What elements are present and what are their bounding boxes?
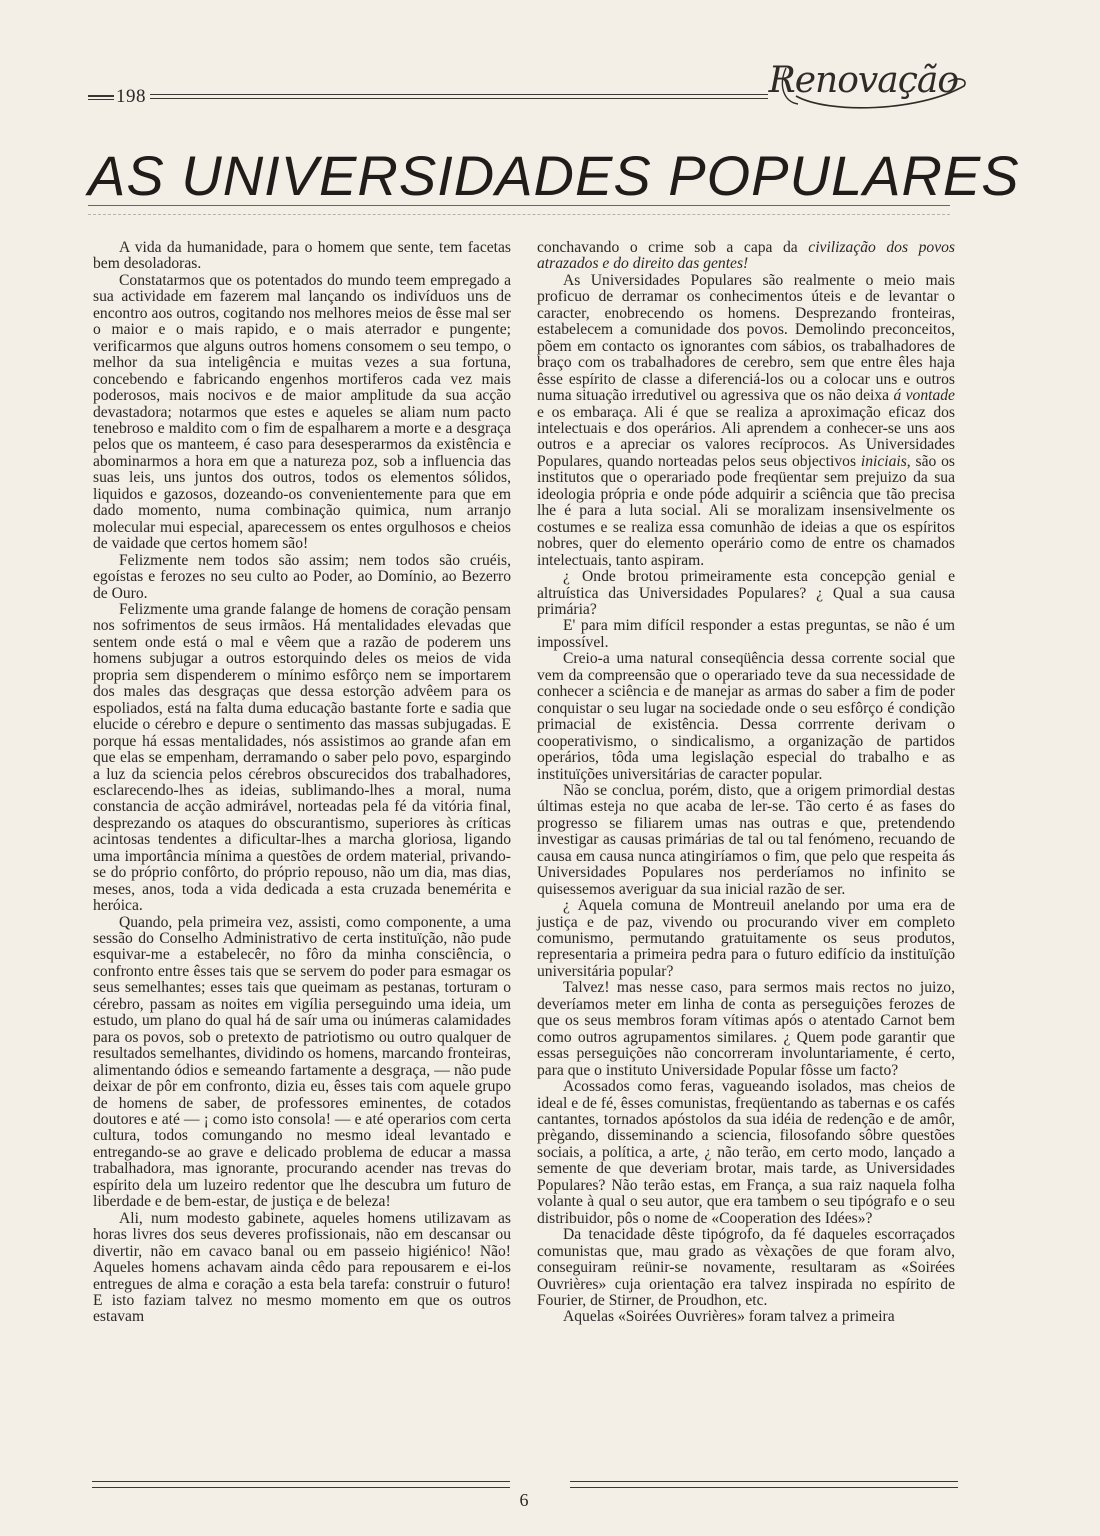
paragraph: ¿ Onde brotou primeiramente esta concepção genial e altruística das Universidades Populares? ¿ Qual a sua causa primária? (537, 568, 955, 618)
paragraph: A vida da humanidade, para o homem que sente, tem facetas bem desoladoras. (93, 239, 511, 273)
paragraph: Ali, num modesto gabinete, aqueles homens utilizavam as horas livres dos seus deveres profissionais, não em descansar ou divertir, não em cavaco banal ou em passeio higiénico! Não! Aqueles homens achavam ainda cêdo para repousarem e ei-los entregues de alma e coração a esta bela tarefa: construir o futuro! E isto faziam talvez no mesmo momento em que os outros estavam (93, 1209, 511, 1326)
sheet-number: 6 (519, 1490, 529, 1510)
paragraph (537, 273, 955, 569)
italic-run: iniciais (860, 452, 907, 470)
paragraph: Talvez! mas nesse caso, para sermos mais rectos no juizo, deveríamos meter em linha de conta as perseguições ferozes de que os seus membros foram vítimas após o atentado Carnot bem como outros agrupamentos similares. ¿ Quem pode garantir que essas perseguições não concorreram involuntariamente, é certo, para que o instituto Universidade Popular fôsse um facto? (537, 979, 955, 1079)
left-column (93, 240, 511, 1326)
text-run: e os embaraça. Ali é que se realiza a aproximação eficaz dos intelectuais e dos operários. Ali aprendem a conhecer-se uns aos outros e a apreciar os valores recíprocos. As Universidades Populares, quando norteadas pelos seus objectivos (537, 403, 955, 470)
paragraph: Quando, pela primeira vez, assisti, como componente, a uma sessão do Conselho Administrativo de certa instituïção, não pude esquivar-me a estabelecêr, no fôro da minha consciência, o confronto entre êsses tais que se servem do poder para esmagar os seus semelhantes; esses tais que queimam as pestanas, torturam o cérebro, passam as noites em vigília perseguindo uma ideia, um estudo, um plano do qual há de saír uma ou inúmeras calamidades para os povos, sob o pretexto de patriotismo ou outro qualquer de resultados semelhantes, dividindo os homens, marcando fronteiras, alimentando ódios e semeando fartamente a desgraça, — não pude deixar de pôr em confronto, dizia eu, êsses tais com aquele grupo de homens de saber, de professores eminentes, de cotados doutores e até — ¡ como isto consola! — e até operarios com certa cultura, todos comungando no mesmo ideal levantado e entregando-se ao grave e delicado problema de educar a massa trabalhadora, mas ignorante, procurando acender nas trevas do espírito dela um luzeiro redentor que lhe descubra um futuro de liberdade e de bem-estar, de justiça e de beleza! (93, 913, 511, 1211)
article-title: AS UNIVERSIDADES POPULARES (88, 144, 1020, 207)
text-run: conchavando o crime sob a capa da (537, 239, 809, 256)
paragraph: Acossados como feras, vagueando isolados, mas cheios de ideal e de fé, êsses comunistas, freqüentando as tabernas e os cafés cantantes, tornados apóstolos da sua idéia de redenção e de amôr, prègando, disseminando a sciencia, filosofando sôbre questões sociais, a política, a arte, ¿ não terão, em certo modo, lançado a semente de que deveriam brotar, mais tarde, as Universidades Populares? Não terão estas, em França, a sua raiz naquela folha volante à qual o seu autor, que era tambem o seu tipógrafo e o seu distribuidor, pôs o nome de «Cooperation des Idées»? (537, 1078, 955, 1227)
italic-run: á vontade (893, 387, 955, 405)
title-rule-faint (88, 214, 950, 215)
paragraph-continued (537, 240, 955, 273)
right-column (537, 240, 955, 1326)
header-dash (88, 95, 114, 100)
footer-rule-left (92, 1481, 510, 1488)
paragraph: Da tenacidade dêste tipógrofo, da fé daqueles escorraçados comunistas que, mau grado as vèxações de que foram alvo, conseguiram reünir-se novamente, resultaram as «Soirées Ouvrières» cuja orientação era talvez inspirada no espírito de Fourier, de Stirner, de Proudhon, etc. (537, 1226, 955, 1309)
paragraph: Constatarmos que os potentados do mundo teem empregado a sua actividade em fazerem mal lançando os indivíduos uns de encontro aos outros, cogitando nos melhores meios de êsse mal ser o maior e o mais rapido, e o mais aterrador e pungente; verificarmos que alguns outros homens consomem o seu tempo, o melhor da sua inteligência e muitas vezes a sua fortuna, concebendo e fabricando engenhos mortiferos cada vez mais poderosos, mais nocivos e de maior amplitude da sua acção devastadora; notarmos que estes e aqueles se aliam num pacto tenebroso e maldito com o fim de espalharem a morte e a desgraça pelos que os manteem, é caso para desesperarmos da existência e abominarmos a hora em que a natureza poz, sob a influencia das suas leis, uns juntos dos outros, todos os elementos sólidos, liquidos e gazosos, dozeando-os convenientemente para que em dado momento, numa combinação quimica, num arranjo molecular mui especial, aparecessem os entes orgulhosos e cheios de vaidade que certos homem são! (93, 271, 511, 553)
page-header (88, 56, 968, 116)
paragraph: Creio-a uma natural conseqüência dessa corrente social que vem da compreensão que o operariado teve da sua necessidade de conhecer a sciência e de manejar as armas do saber a fim de poder conquistar o seu lugar na sociedade onde o seu esfôrço é condição primacial de existência. Dessa corrrente derivam o cooperativismo, o sindicalismo, a organização de partidos operários, tôda uma legislação especial do trabalho e as instituïções universitárias de caracter popular. (537, 650, 955, 783)
paragraph: ¿ Aquela comuna de Montreuil anelando por uma era de justiça e de paz, vivendo ou procurando viver em completo comunismo, permutando gratuitamente os seus produtos, representaria a primeira pedra para o futuro edifício da instituïção universitária popular? (537, 897, 955, 980)
text-run: , são os institutos que o operariado pode freqüentar sem prejuizo da sua ideologia própria e onde póde adquirir a sciência que tão precisa lhe é para a luta social. Ali se moralizam insensivelmente os costumes e se realiza essa comunhão de ideias a que os espíritos nobres, quer do elemento operário como de entre os chamados intelectuais, tanto aspiram. (537, 452, 955, 569)
paragraph: Não se conclua, porém, disto, que a origem primordial destas últimas esteja no que acaba de ler-se. Tão certo é as fases do progresso se filiarem umas nas outras e que, pretendendo investigar as causas primárias de tal ou tal fenómeno, recuando de causa em causa nunca atingiríamos o fim, que pelo que respeita ás Universidades Populares nos perderíamos no infinito se quisessemos averiguar da sua inicial razão de ser. (537, 781, 955, 898)
page-number: 198 (116, 86, 146, 107)
title-rule (88, 205, 950, 206)
paragraph: Aquelas «Soirées Ouvrières» foram talvez a primeira (563, 1308, 895, 1326)
journal-logo (768, 56, 968, 114)
footer-rule-right (570, 1481, 958, 1488)
header-rule (150, 94, 768, 99)
paragraph: Felizmente nem todos são assim; nem todos são cruéis, egoístas e ferozes no seu culto ao Poder, ao Domínio, ao Bezerro de Ouro. (93, 551, 511, 602)
paragraph: E' para mim difícil responder a estas preguntas, se não é um impossível. (537, 617, 955, 651)
journal-name: Renovação (768, 60, 958, 101)
page-number-block (88, 86, 148, 108)
paragraph: Felizmente uma grande falange de homens de coração pensam nos sofrimentos de seus irmãos. Há mentalidades elevadas que sentem onde está o mal e vêem que a razão de poderem uns homens subjugar a outros estorquindo deles os meios de vida propria sem dispenderem o mínimo esfôrço nem se importarem dos males das desgraças que dessa estorção advêem para os espoliados, está na falta duma educação bastante forte e sadia que elucide o cérebro e depure o sentimento das massas subjugadas. E porque há essas mentalidades, nós assistimos ao grande afan em que elas se empenham, derramando o saber pelo povo, espargindo a luz da sciencia pelos cérebros obscurecidos dos trabalhadores, esclarecendo-lhes as ideias, sublimando-lhes a moral, numa constancia de acção admirável, norteadas pela fé da vitória final, desprezando os ataques do obscurantismo, superiores às críticas acintosas tendentes a dificultar-lhes a marcha gloriosa, ligando uma importância mínima a questões de ordem material, privando-se do próprio confôrto, do próprio repouso, não um dia, mas dias, meses, anos, toda a vida dedicada a esta cruzada benemérita e heróica. (93, 600, 511, 915)
italic-run: civilização dos povos atrazados e do direito das gentes! (537, 239, 955, 273)
text-run: As Universidades Populares são realmente o meio mais proficuo de derramar os conhecimentos úteis e de levantar o caracter, enobrecendo os homens. Desprezando fronteiras, estabelecem a comunidade dos povos. Demolindo preconceitos, põem em contacto os ignorantes com sábios, os trabalhadores de braço com os trabalhadores de cerebro, sem que entre êles haja êsse espírito de classe a diferenciá-los ou a colocar uns e outros numa situação irredutivel ou agressiva que os não deixa (537, 271, 955, 405)
